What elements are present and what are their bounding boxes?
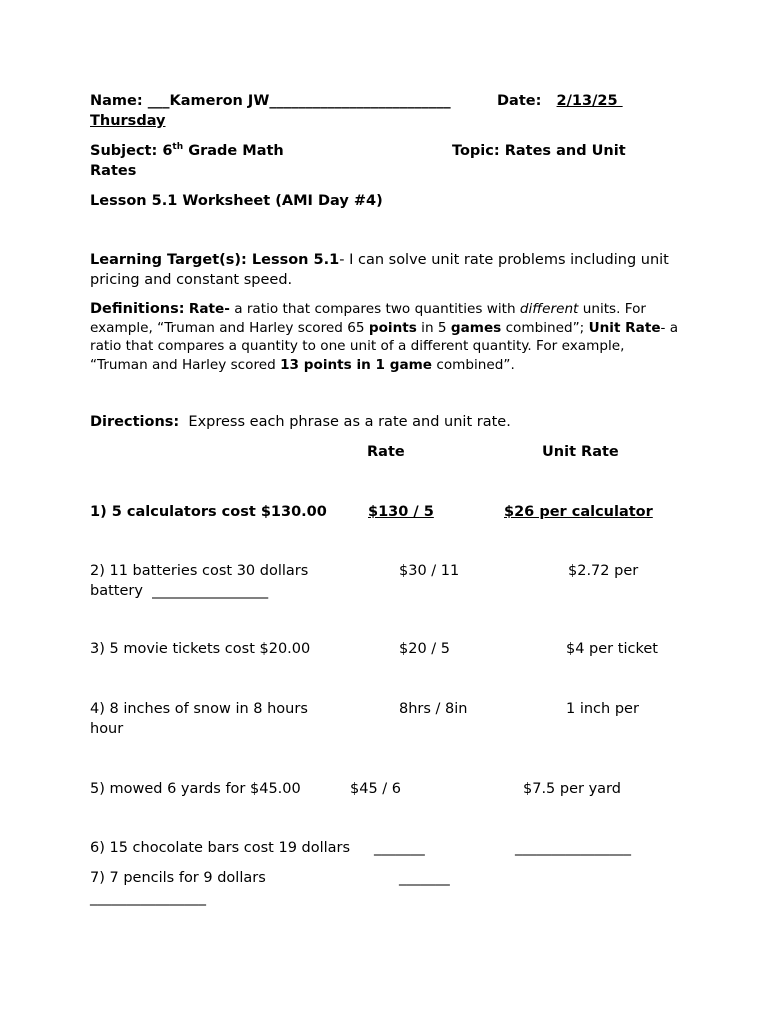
date-value: 2/13/25	[556, 93, 623, 109]
problem-4-unit-rate: 1 inch per	[566, 701, 639, 717]
problem-2-rate: $30 / 11	[399, 563, 460, 579]
problem-1-rate: $130 / 5	[368, 504, 434, 520]
directions-label: Directions:	[90, 414, 180, 430]
rate-example-mid: in 5	[416, 319, 451, 336]
problem-5-rate: $45 / 6	[350, 781, 402, 797]
problem-5-unit-rate: $7.5 per yard	[523, 781, 621, 797]
problem-3-rate: $20 / 5	[399, 641, 451, 657]
problem-1-unit-rate: $26 per calculator	[504, 504, 653, 520]
unit-rate-column-header: Unit Rate	[542, 444, 619, 460]
problem-7-question: 7) 7 pencils for 9 dollars	[90, 870, 266, 886]
problem-4-continuation: hour	[90, 721, 124, 737]
unit-rate-term: Unit Rate	[588, 319, 661, 336]
rate-example-text: units. For example, “Truman and Harley scored 65	[90, 301, 647, 336]
rate-example-end: combined”;	[501, 319, 589, 336]
unit-rate-definition-text: - a ratio that compares a quantity to one unit of a different quantity. For example, “Truman and Harley scored	[90, 319, 679, 373]
problem-4-question: 4) 8 inches of snow in 8 hours	[90, 701, 308, 717]
directions-text: Express each phrase as a rate and unit rate.	[179, 414, 511, 430]
problem-2-unit-rate: $2.72 per	[568, 563, 639, 579]
problem-6-question: 6) 15 chocolate bars cost 19 dollars	[90, 840, 351, 856]
date-label: Date:	[497, 93, 542, 109]
unit-rate-example-bold: 13 points in 1 game	[280, 356, 433, 373]
problem-7-unit-rate-blank: ________________	[90, 890, 206, 906]
points-word: points	[368, 319, 417, 336]
learning-target-label: Learning Target(s): Lesson 5.1	[90, 252, 340, 268]
subject-label: Subject: 6	[90, 143, 173, 159]
problem-7-rate-blank: _______	[399, 870, 450, 886]
rate-term: Rate-	[188, 301, 230, 317]
problem-2-continuation: battery ________________	[90, 583, 269, 599]
rate-column-header: Rate	[367, 444, 405, 460]
problem-1-question: 1) 5 calculators cost $130.00	[90, 504, 327, 520]
problem-4-rate: 8hrs / 8in	[399, 701, 468, 717]
learning-target	[90, 251, 680, 290]
problem-3-question: 3) 5 movie tickets cost $20.00	[90, 641, 311, 657]
problem-2-question: 2) 11 batteries cost 30 dollars	[90, 563, 309, 579]
problem-6-rate-blank: _______	[374, 840, 425, 856]
definitions-block	[90, 300, 680, 374]
rate-definition-text: a ratio that compares two quantities with	[229, 301, 520, 317]
name-value: ___Kameron JW_________________________	[147, 93, 451, 109]
topic-continuation: Rates	[90, 163, 137, 179]
different-word: different	[519, 301, 579, 317]
date-line	[497, 91, 623, 111]
unit-rate-example-end: combined”.	[432, 356, 515, 373]
problem-6-unit-rate-blank: ________________	[515, 840, 631, 856]
problem-5-question: 5) mowed 6 yards for $45.00	[90, 781, 301, 797]
subject-rest: Grade Math	[183, 143, 284, 159]
topic-line: Topic: Rates and Unit	[452, 143, 626, 159]
day-value: Thursday	[90, 113, 166, 129]
name-label: Name:	[90, 93, 143, 109]
definitions-label: Definitions:	[90, 301, 185, 317]
learning-target-text: - I can solve unit rate problems including unit pricing and constant speed.	[90, 252, 669, 288]
problem-3-unit-rate: $4 per ticket	[566, 641, 658, 657]
subject-line	[90, 141, 284, 161]
directions	[90, 412, 511, 432]
games-word: games	[450, 319, 502, 336]
name-line	[90, 91, 451, 111]
subject-superscript: th	[172, 142, 184, 153]
lesson-title: Lesson 5.1 Worksheet (AMI Day #4)	[90, 193, 383, 209]
